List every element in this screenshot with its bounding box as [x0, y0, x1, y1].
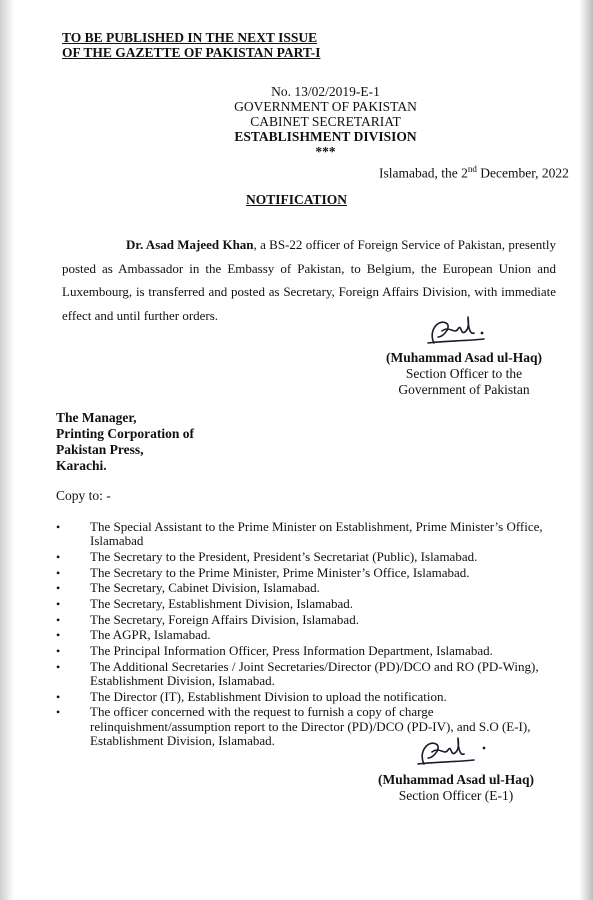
signatory-2-block [376, 772, 536, 804]
list-item: • The officer concerned with the request to furnish a copy of charge relinquishment/assumption report to the Director (PD)/DCO (PD-IV), and S.O (E-I), Establishment Division, Islamabad. [50, 705, 550, 748]
address-line-3: Pakistan Press, [56, 442, 144, 457]
list-item: • The Special Assistant to the Prime Minister on Establishment, Prime Minister’s Office, Islamabad [50, 520, 550, 548]
list-item: • The Secretary to the President, President’s Secretariat (Public), Islamabad. [50, 550, 550, 564]
gazette-line-1: TO BE PUBLISHED IN THE NEXT ISSUE [62, 30, 318, 45]
signatory-1-name: (Muhammad Asad ul-Haq) [385, 350, 543, 365]
list-item: • The AGPR, Islamabad. [50, 628, 550, 642]
signatory-2-title: Section Officer (E-1) [398, 788, 514, 803]
signatory-2-name: (Muhammad Asad ul-Haq) [377, 772, 535, 787]
header-stars: *** [315, 144, 336, 159]
signatory-1-title-line-1: Section Officer to the [405, 366, 523, 381]
copy-to-label: Copy to: - [56, 488, 111, 503]
recipient-address [56, 410, 194, 474]
reference-number: No. 13/02/2019-E-1 [271, 84, 380, 99]
list-item: • The Secretary, Cabinet Division, Islamabad. [50, 581, 550, 595]
address-line-4: Karachi. [56, 458, 107, 473]
document-date [379, 164, 569, 182]
document-header [0, 84, 593, 159]
list-item: • The Principal Information Officer, Press Information Department, Islamabad. [50, 644, 550, 658]
signatory-1-block [384, 350, 544, 398]
list-item: • The Additional Secretaries / Joint Secretaries/Director (PD)/DCO and RO (PD-Wing), Establishment Division, Islamabad. [50, 660, 550, 688]
date-prefix: Islamabad, the 2 [379, 165, 468, 181]
address-line-1: The Manager, [56, 410, 137, 425]
signature-1-image [424, 313, 494, 351]
list-item: • The Secretary to the Prime Minister, Prime Minister’s Office, Islamabad. [50, 566, 550, 580]
gazette-line-2: OF THE GAZETTE OF PAKISTAN PART-I [62, 45, 321, 60]
copy-to-list [50, 520, 550, 750]
address-line-2: Printing Corporation of [56, 426, 194, 441]
signature-2-image [414, 734, 494, 772]
officer-name: Dr. Asad Majeed Khan [126, 237, 254, 252]
notification-title: NOTIFICATION [245, 192, 347, 207]
notification-text: , a BS-22 officer of Foreign Service of Pakistan, presently posted as Ambassador in the Embassy of Pakistan, to Belgium, the European Union and Luxembourg, is transferred and posted as Secretary, Foreign Affairs Division, with immediate effect and until further orders. [62, 237, 556, 323]
date-ordinal-suffix: nd [467, 164, 477, 174]
date-rest: December, 2022 [476, 165, 569, 181]
division-name: ESTABLISHMENT DIVISION [234, 129, 417, 144]
list-item: • The Secretary, Establishment Division, Islamabad. [50, 597, 550, 611]
government-name: GOVERNMENT OF PAKISTAN [234, 99, 417, 114]
gazette-publication-note [62, 30, 320, 60]
list-item: • The Director (IT), Establishment Division to upload the notification. [50, 690, 550, 704]
secretariat-name: CABINET SECRETARIAT [250, 114, 401, 129]
list-item: • The Secretary, Foreign Affairs Division, Islamabad. [50, 613, 550, 627]
signatory-1-title-line-2: Government of Pakistan [398, 382, 530, 397]
